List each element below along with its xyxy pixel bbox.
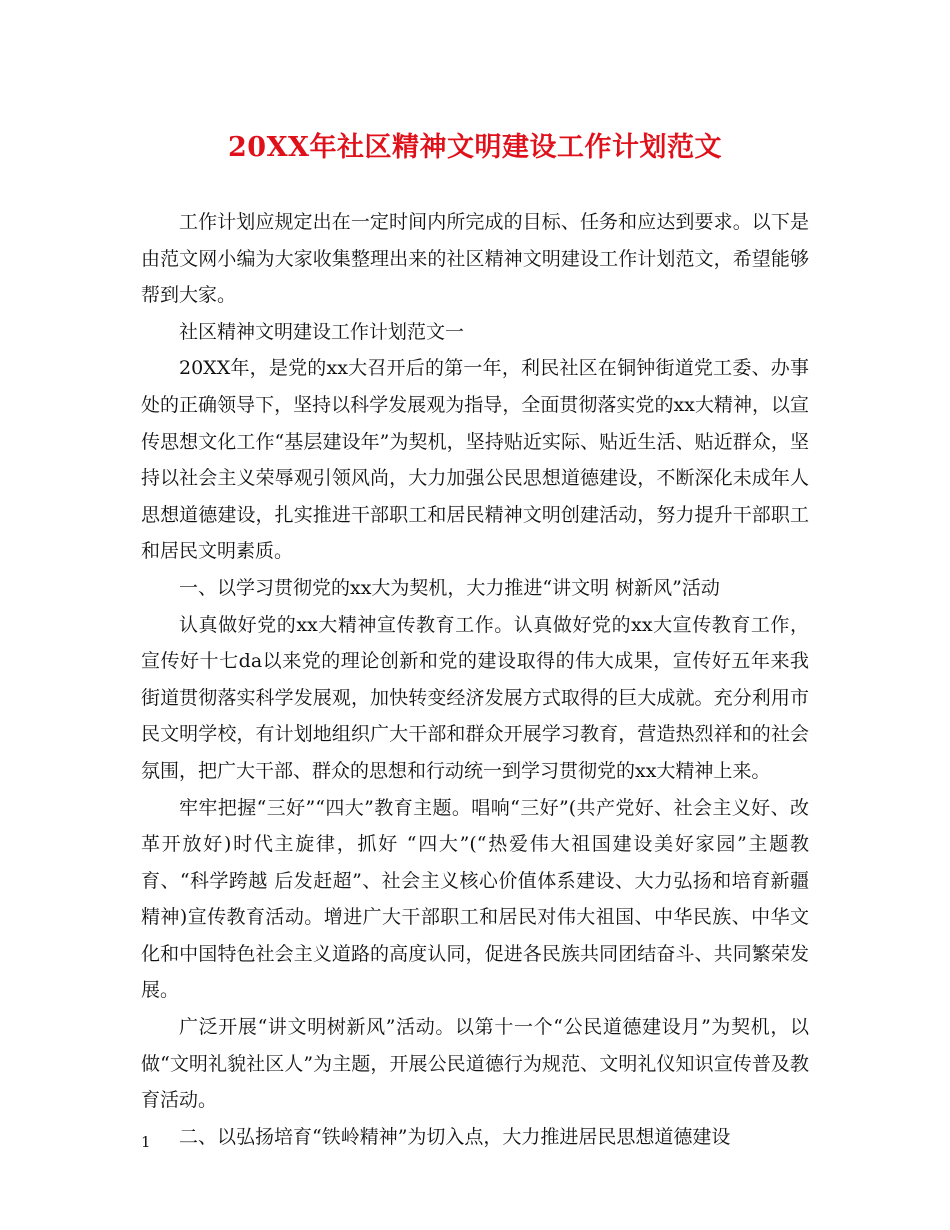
civility-paragraph: 广泛开展“讲文明树新风”活动。以第十一个“公民道德建设月”为契机，以做“文明礼貌社区人”为主题，开展公民道德行为规范、文明礼仪知识宣传普及教育活动。 xyxy=(141,1016,809,1112)
section-heading-plan-one: 社区精神文明建设工作计划范文一 xyxy=(179,320,465,343)
intro-paragraph: 工作计划应规定出在一定时间内所完成的目标、任务和应达到要求。以下是由范文网小编为大家收集整理出来的社区精神文明建设工作计划范文，希望能够帮到大家。 xyxy=(141,211,809,307)
section-heading-one: 一、以学习贯彻党的xx大为契机，大力推进“讲文明 树新风”活动 xyxy=(179,576,720,599)
page-number: 1 xyxy=(141,1133,151,1151)
theme-paragraph: 牢牢把握“三好”“四大”教育主题。唱响“三好”(共产党好、社会主义好、改革开放好)时代主旋律，抓好 “四大”(“热爱伟大祖国建设美好家园”主题教育、“科学跨越 后发赶超”、社会主义核心价值体系建设、大力弘扬和培育新疆精神)宣传教育活动。增进广大干部职工和居民对伟大祖国、中华民族、中华文化和中国特色社会主义道路的高度认同，促进各民族共同团结奋斗、共同繁荣发展。 xyxy=(141,796,809,1002)
section-heading-two: 二、以弘扬培育“铁岭精神”为切入点，大力推进居民思想道德建设 xyxy=(179,1125,731,1148)
document-title: 20XX年社区精神文明建设工作计划范文 xyxy=(228,132,722,163)
document-body xyxy=(141,204,809,1155)
overview-paragraph: 20XX年，是党的xx大召开后的第一年，利民社区在铜钟街道党工委、办事处的正确领导下，坚持以科学发展观为指导，全面贯彻落实党的xx大精神，以宣传思想文化工作“基层建设年”为契机，坚持贴近实际、贴近生活、贴近群众，坚持以社会主义荣辱观引领风尚，大力加强公民思想道德建设，不断深化未成年人思想道德建设，扎实推进干部职工和居民精神文明创建活动，努力提升干部职工和居民文明素质。 xyxy=(141,357,809,563)
education-paragraph: 认真做好党的xx大精神宣传教育工作。认真做好党的xx大宣传教育工作，宣传好十七da以来党的理论创新和党的建设取得的伟大成果，宣传好五年来我街道贯彻落实科学发展观，加快转变经济发展方式取得的巨大成就。充分利用市民文明学校，有计划地组织广大干部和群众开展学习教育，营造热烈祥和的社会氛围，把广大干部、群众的思想和行动统一到学习贯彻党的xx大精神上来。 xyxy=(141,613,809,782)
